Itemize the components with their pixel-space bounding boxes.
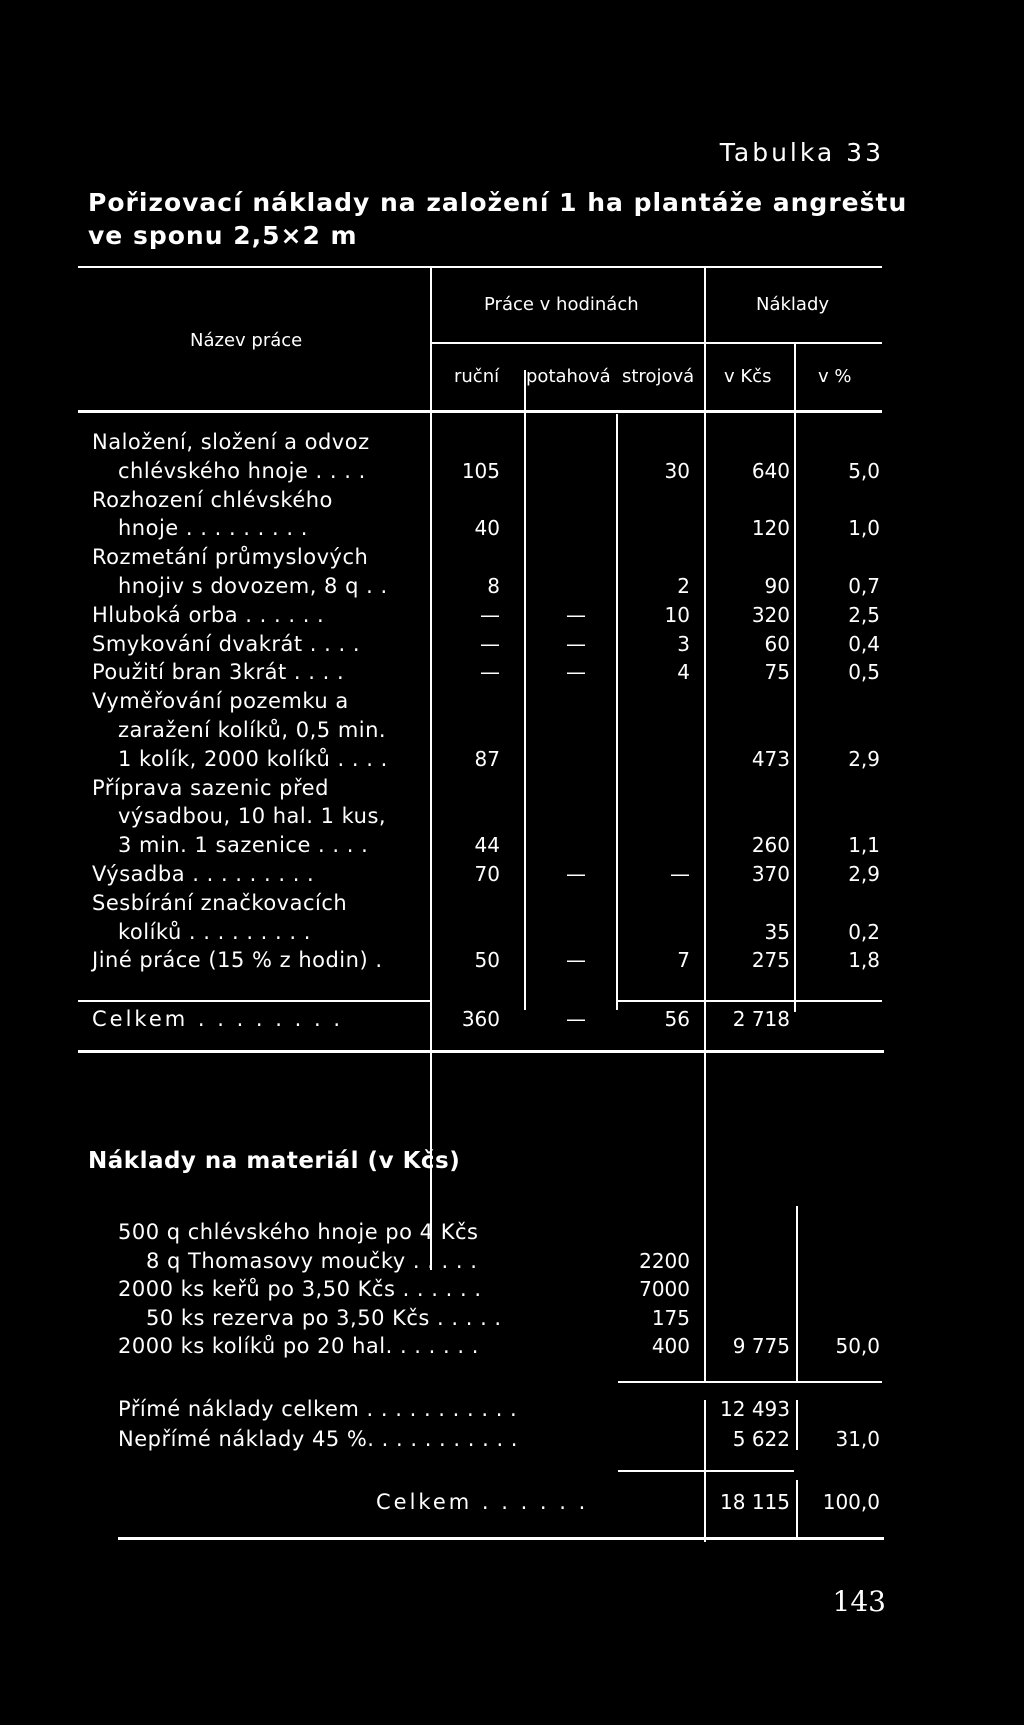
row-machine: 2 — [677, 574, 690, 598]
row-manual: — — [480, 602, 500, 627]
row-manual: 50 — [474, 948, 500, 973]
row-kcs: 90 — [764, 574, 790, 598]
material-item-value: 2200 — [639, 1248, 690, 1273]
direct-costs-label: Přímé náklady celkem . . . . . . . . . . . — [118, 1397, 518, 1421]
row-pct: 1,8 — [848, 948, 880, 973]
total-manual: 360 — [461, 1007, 500, 1031]
row-machine: 4 — [677, 660, 690, 685]
row-draft: — — [566, 948, 586, 973]
row-label-line: Příprava sazenic před — [92, 775, 329, 800]
table-top-rule — [78, 266, 882, 268]
row-label-line: Použití bran 3krát . . . . — [92, 660, 345, 685]
row-label-line: zaražení kolíků, 0,5 min. — [118, 718, 387, 742]
table-title-line-1: Pořizovací náklady na založení 1 ha plantáže angreštu — [88, 188, 908, 217]
header-manual: ruční — [454, 366, 500, 387]
row-kcs: 75 — [764, 660, 790, 685]
row-manual: 70 — [474, 862, 500, 886]
row-label-line: hnojiv s dovozem, 8 q . . — [118, 574, 388, 598]
row-kcs: 60 — [764, 631, 790, 656]
material-item-label: 500 q chlévského hnoje po 4 Kčs — [118, 1220, 479, 1244]
row-label-line: kolíků . . . . . . . . . — [118, 919, 311, 944]
row-label-line: Vyměřování pozemku a — [92, 689, 349, 714]
row-manual: — — [480, 660, 500, 685]
material-item-value: 7000 — [639, 1277, 690, 1301]
row-machine: — — [670, 862, 690, 886]
col-sep-draft — [524, 370, 526, 1010]
row-pct: 0,2 — [848, 919, 880, 944]
table-title — [88, 186, 907, 252]
header-pct: v % — [818, 366, 852, 387]
row-label-line: Hluboká orba . . . . . . — [92, 602, 325, 627]
row-draft: — — [566, 862, 586, 886]
col-sep-pct — [794, 342, 796, 1012]
row-pct: 0,7 — [848, 574, 880, 598]
material-item-value: 175 — [651, 1305, 690, 1330]
row-label-line: Rozhození chlévského — [92, 487, 333, 512]
material-item-label: 2000 ks kolíků po 20 hal. . . . . . . — [118, 1334, 479, 1358]
table-bottom-rule — [78, 1050, 884, 1053]
row-label-line: Smykování dvakrát . . . . — [92, 631, 361, 656]
header-bottom-rule — [78, 410, 882, 413]
row-kcs: 473 — [751, 746, 790, 771]
direct-costs-kcs: 12 493 — [720, 1397, 790, 1421]
table-title-line-2: ve sponu 2,5×2 m — [88, 221, 358, 250]
mat-subtotal-rule — [618, 1381, 882, 1383]
row-label-line: 3 min. 1 sazenice . . . . — [118, 833, 369, 858]
total-kcs: 2 718 — [732, 1007, 790, 1031]
header-kcs: v Kčs — [724, 366, 772, 387]
row-pct: 2,5 — [848, 602, 880, 627]
row-machine: 7 — [677, 948, 690, 973]
header-labor-hours: Práce v hodinách — [484, 294, 639, 315]
row-pct: 0,5 — [848, 660, 880, 685]
row-manual: 40 — [474, 516, 500, 541]
row-label-line: 1 kolík, 2000 kolíků . . . . — [118, 746, 388, 771]
row-pct: 0,4 — [848, 631, 880, 656]
row-draft: — — [566, 631, 586, 656]
material-item-value: 400 — [651, 1334, 690, 1358]
grand-total-pct: 100,0 — [822, 1490, 880, 1514]
row-pct: 1,0 — [848, 516, 880, 541]
row-kcs: 640 — [751, 458, 790, 483]
row-draft: — — [566, 660, 586, 685]
grand-total-kcs: 18 115 — [720, 1490, 790, 1514]
mat-bottom-rule — [118, 1537, 884, 1540]
mat-subtotal-kcs: 9 775 — [732, 1334, 790, 1358]
row-kcs: 275 — [751, 948, 790, 973]
col-sep-machine — [616, 414, 618, 1010]
row-pct: 2,9 — [848, 862, 880, 886]
row-manual: — — [480, 631, 500, 656]
total-top-rule-d — [796, 1000, 882, 1002]
row-machine: 3 — [677, 631, 690, 656]
indirect-costs-label: Nepřímé náklady 45 %. . . . . . . . . . . — [118, 1427, 518, 1451]
row-manual: 8 — [487, 574, 500, 598]
total-top-rule-c — [706, 1000, 794, 1002]
mat-indirect-rule — [618, 1470, 794, 1472]
total-draft: — — [566, 1007, 586, 1031]
row-pct: 1,1 — [848, 833, 880, 858]
row-machine: 10 — [664, 602, 690, 627]
row-manual: 44 — [474, 833, 500, 858]
header-machine: strojová — [622, 366, 695, 387]
row-machine: 30 — [664, 458, 690, 483]
row-pct: 2,9 — [848, 746, 880, 771]
material-item-label: 2000 ks keřů po 3,50 Kčs . . . . . . — [118, 1277, 482, 1301]
header-name: Název práce — [190, 330, 303, 351]
page-number: 143 — [832, 1585, 886, 1618]
row-manual: 87 — [474, 746, 500, 771]
header-draft: potahová — [526, 366, 611, 387]
mat-subtotal-pct: 50,0 — [835, 1334, 880, 1358]
total-machine: 56 — [664, 1007, 690, 1031]
material-item-label: 8 q Thomasovy moučky . . . . . — [146, 1248, 478, 1273]
row-kcs: 370 — [751, 862, 790, 886]
material-item-label: 50 ks rezerva po 3,50 Kčs . . . . . — [146, 1305, 502, 1330]
materials-title: Náklady na materiál (v Kčs) — [88, 1148, 461, 1174]
indirect-costs-kcs: 5 622 — [732, 1427, 790, 1451]
total-label: Celkem . . . . . . . . — [92, 1007, 344, 1031]
row-pct: 5,0 — [848, 458, 880, 483]
row-label-line: výsadbou, 10 hal. 1 kus, — [118, 804, 387, 829]
row-label-line: Jiné práce (15 % z hodin) . — [92, 948, 383, 973]
row-label-line: Rozmetání průmyslových — [92, 545, 369, 570]
row-kcs: 35 — [764, 919, 790, 944]
row-manual: 105 — [461, 458, 500, 483]
row-label-line: chlévského hnoje . . . . — [118, 458, 366, 483]
row-label-line: Sesbírání značkovacích — [92, 890, 348, 915]
row-label-line: Výsadba . . . . . . . . . — [92, 862, 315, 886]
header-group-rule — [432, 342, 882, 344]
row-label-line: Naložení, složení a odvoz — [92, 430, 370, 454]
table-label: Tabulka 33 — [719, 138, 884, 167]
total-top-rule-b — [618, 1000, 704, 1002]
row-label-line: hnoje . . . . . . . . . — [118, 516, 308, 541]
row-kcs: 320 — [751, 602, 790, 627]
total-top-rule-a — [78, 1000, 430, 1002]
row-kcs: 260 — [751, 833, 790, 858]
row-kcs: 120 — [751, 516, 790, 541]
row-draft: — — [566, 602, 586, 627]
indirect-costs-pct: 31,0 — [835, 1427, 880, 1451]
header-costs: Náklady — [756, 294, 830, 315]
grand-total-label: Celkem . . . . . . — [376, 1490, 589, 1514]
